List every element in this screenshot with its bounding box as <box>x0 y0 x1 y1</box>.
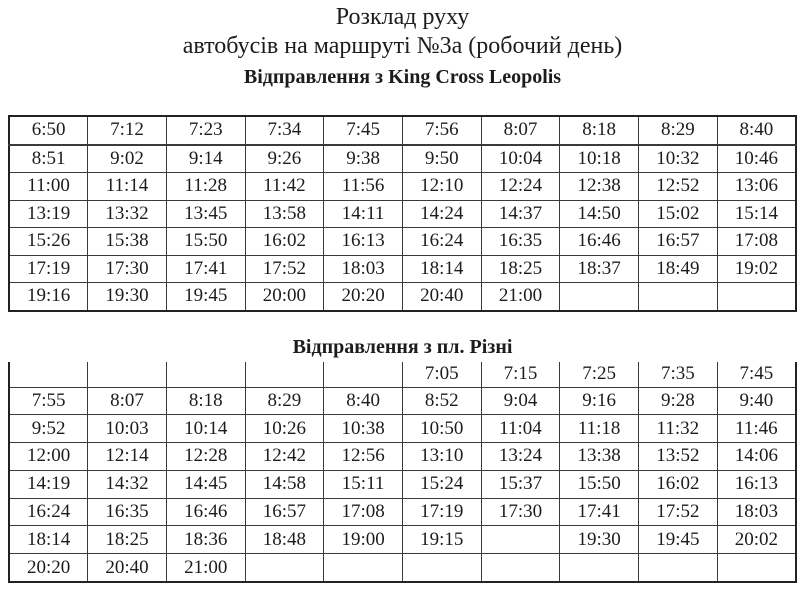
time-cell: 10:46 <box>717 145 796 173</box>
time-cell: 11:42 <box>245 173 324 201</box>
table-row <box>9 387 796 415</box>
empty-cell <box>481 554 560 582</box>
time-cell: 15:26 <box>9 228 88 256</box>
page-title <box>0 0 805 89</box>
time-cell: 17:19 <box>402 498 481 526</box>
time-cell: 7:05 <box>402 362 481 388</box>
time-cell: 15:38 <box>88 228 167 256</box>
time-cell: 10:32 <box>639 145 718 173</box>
time-cell: 11:04 <box>481 415 560 443</box>
time-cell: 18:25 <box>88 526 167 554</box>
time-cell: 18:03 <box>324 255 403 283</box>
time-cell: 17:08 <box>717 228 796 256</box>
time-cell: 12:56 <box>324 443 403 471</box>
time-cell: 16:02 <box>639 470 718 498</box>
time-cell: 7:23 <box>166 116 245 145</box>
time-cell: 9:14 <box>166 145 245 173</box>
time-cell: 16:57 <box>245 498 324 526</box>
time-cell: 19:15 <box>402 526 481 554</box>
time-cell: 9:26 <box>245 145 324 173</box>
time-cell: 20:20 <box>324 283 403 311</box>
time-cell: 7:45 <box>717 362 796 388</box>
time-cell: 13:10 <box>402 443 481 471</box>
table-row <box>9 362 796 388</box>
time-cell: 20:40 <box>402 283 481 311</box>
table-row <box>9 145 796 173</box>
time-cell: 14:24 <box>402 200 481 228</box>
time-cell: 20:20 <box>9 554 88 582</box>
empty-cell <box>560 283 639 311</box>
time-cell: 17:52 <box>639 498 718 526</box>
time-cell: 19:16 <box>9 283 88 311</box>
time-cell: 16:13 <box>717 470 796 498</box>
time-cell: 14:06 <box>717 443 796 471</box>
time-cell: 18:14 <box>9 526 88 554</box>
time-cell: 8:29 <box>245 387 324 415</box>
time-cell: 18:49 <box>639 255 718 283</box>
empty-cell <box>245 362 324 388</box>
time-cell: 15:11 <box>324 470 403 498</box>
time-cell: 13:19 <box>9 200 88 228</box>
time-cell: 8:18 <box>166 387 245 415</box>
time-cell: 6:50 <box>9 116 88 145</box>
empty-cell <box>245 554 324 582</box>
title-line-1: Розклад руху <box>335 4 470 30</box>
timetable-king-cross-leopolis <box>8 115 797 312</box>
time-cell: 13:58 <box>245 200 324 228</box>
time-cell: 21:00 <box>166 554 245 582</box>
time-cell: 8:52 <box>402 387 481 415</box>
time-cell: 9:50 <box>402 145 481 173</box>
time-cell: 13:24 <box>481 443 560 471</box>
time-cell: 7:55 <box>9 387 88 415</box>
time-cell: 10:38 <box>324 415 403 443</box>
time-cell: 10:26 <box>245 415 324 443</box>
time-cell: 13:06 <box>717 173 796 201</box>
time-cell: 12:28 <box>166 443 245 471</box>
time-cell: 12:24 <box>481 173 560 201</box>
time-cell: 19:00 <box>324 526 403 554</box>
time-cell: 14:32 <box>88 470 167 498</box>
section-heading-pl-rizni: Відправлення з пл. Різні <box>292 335 513 358</box>
time-cell: 17:08 <box>324 498 403 526</box>
time-cell: 16:13 <box>324 228 403 256</box>
time-cell: 19:30 <box>88 283 167 311</box>
empty-cell <box>402 554 481 582</box>
time-cell: 14:19 <box>9 470 88 498</box>
time-cell: 15:50 <box>560 470 639 498</box>
time-cell: 11:18 <box>560 415 639 443</box>
time-cell: 11:56 <box>324 173 403 201</box>
time-cell: 9:38 <box>324 145 403 173</box>
time-cell: 9:04 <box>481 387 560 415</box>
time-cell: 18:25 <box>481 255 560 283</box>
time-cell: 7:56 <box>402 116 481 145</box>
time-cell: 15:50 <box>166 228 245 256</box>
time-cell: 17:30 <box>481 498 560 526</box>
table-row <box>9 498 796 526</box>
time-cell: 8:18 <box>560 116 639 145</box>
timetable-pl-rizni <box>8 362 797 584</box>
time-cell: 11:28 <box>166 173 245 201</box>
time-cell: 12:14 <box>88 443 167 471</box>
time-cell: 15:14 <box>717 200 796 228</box>
empty-cell <box>88 362 167 388</box>
time-cell: 16:35 <box>88 498 167 526</box>
time-cell: 16:24 <box>402 228 481 256</box>
time-cell: 14:11 <box>324 200 403 228</box>
time-cell: 12:38 <box>560 173 639 201</box>
time-cell: 18:03 <box>717 498 796 526</box>
time-cell: 7:34 <box>245 116 324 145</box>
table-row <box>9 255 796 283</box>
time-cell: 13:38 <box>560 443 639 471</box>
table-row <box>9 200 796 228</box>
time-cell: 18:48 <box>245 526 324 554</box>
time-cell: 17:52 <box>245 255 324 283</box>
time-cell: 19:02 <box>717 255 796 283</box>
time-cell: 12:00 <box>9 443 88 471</box>
table-row <box>9 415 796 443</box>
time-cell: 10:03 <box>88 415 167 443</box>
empty-cell <box>481 526 560 554</box>
time-cell: 18:14 <box>402 255 481 283</box>
time-cell: 14:50 <box>560 200 639 228</box>
time-cell: 15:02 <box>639 200 718 228</box>
time-cell: 19:45 <box>639 526 718 554</box>
time-cell: 18:37 <box>560 255 639 283</box>
time-cell: 16:24 <box>9 498 88 526</box>
time-cell: 9:02 <box>88 145 167 173</box>
table-row <box>9 116 796 145</box>
table-row <box>9 173 796 201</box>
table-row <box>9 283 796 311</box>
time-cell: 17:19 <box>9 255 88 283</box>
time-cell: 9:16 <box>560 387 639 415</box>
time-cell: 8:07 <box>481 116 560 145</box>
time-cell: 19:45 <box>166 283 245 311</box>
table-row <box>9 526 796 554</box>
time-cell: 8:40 <box>717 116 796 145</box>
time-cell: 8:07 <box>88 387 167 415</box>
time-cell: 14:45 <box>166 470 245 498</box>
time-cell: 17:41 <box>560 498 639 526</box>
time-cell: 9:40 <box>717 387 796 415</box>
time-cell: 10:14 <box>166 415 245 443</box>
time-cell: 19:30 <box>560 526 639 554</box>
empty-cell <box>166 362 245 388</box>
empty-cell <box>639 283 718 311</box>
time-cell: 11:14 <box>88 173 167 201</box>
empty-cell <box>717 283 796 311</box>
time-cell: 20:02 <box>717 526 796 554</box>
empty-cell <box>717 554 796 582</box>
empty-cell <box>560 554 639 582</box>
time-cell: 16:46 <box>560 228 639 256</box>
time-cell: 9:52 <box>9 415 88 443</box>
time-cell: 14:58 <box>245 470 324 498</box>
section-heading-king-cross: Відправлення з King Cross Leopolis <box>243 66 562 88</box>
time-cell: 13:32 <box>88 200 167 228</box>
time-cell: 13:52 <box>639 443 718 471</box>
time-cell: 11:00 <box>9 173 88 201</box>
title-line-2: автобусів на маршруті №3а (робочий день) <box>182 33 623 59</box>
empty-cell <box>324 362 403 388</box>
time-cell: 7:35 <box>639 362 718 388</box>
time-cell: 8:40 <box>324 387 403 415</box>
time-cell: 16:57 <box>639 228 718 256</box>
time-cell: 21:00 <box>481 283 560 311</box>
time-cell: 20:40 <box>88 554 167 582</box>
time-cell: 10:04 <box>481 145 560 173</box>
time-cell: 16:46 <box>166 498 245 526</box>
table-row <box>9 443 796 471</box>
time-cell: 7:25 <box>560 362 639 388</box>
time-cell: 14:37 <box>481 200 560 228</box>
time-cell: 15:24 <box>402 470 481 498</box>
time-cell: 12:52 <box>639 173 718 201</box>
table-row <box>9 228 796 256</box>
time-cell: 10:50 <box>402 415 481 443</box>
time-cell: 15:37 <box>481 470 560 498</box>
time-cell: 8:51 <box>9 145 88 173</box>
empty-cell <box>324 554 403 582</box>
table-row <box>9 470 796 498</box>
time-cell: 7:15 <box>481 362 560 388</box>
time-cell: 11:32 <box>639 415 718 443</box>
time-cell: 7:45 <box>324 116 403 145</box>
empty-cell <box>639 554 718 582</box>
time-cell: 17:30 <box>88 255 167 283</box>
time-cell: 9:28 <box>639 387 718 415</box>
time-cell: 10:18 <box>560 145 639 173</box>
time-cell: 13:45 <box>166 200 245 228</box>
time-cell: 18:36 <box>166 526 245 554</box>
table-row <box>9 554 796 582</box>
time-cell: 11:46 <box>717 415 796 443</box>
time-cell: 12:10 <box>402 173 481 201</box>
time-cell: 16:35 <box>481 228 560 256</box>
time-cell: 8:29 <box>639 116 718 145</box>
time-cell: 12:42 <box>245 443 324 471</box>
time-cell: 17:41 <box>166 255 245 283</box>
time-cell: 7:12 <box>88 116 167 145</box>
time-cell: 16:02 <box>245 228 324 256</box>
time-cell: 20:00 <box>245 283 324 311</box>
empty-cell <box>9 362 88 388</box>
